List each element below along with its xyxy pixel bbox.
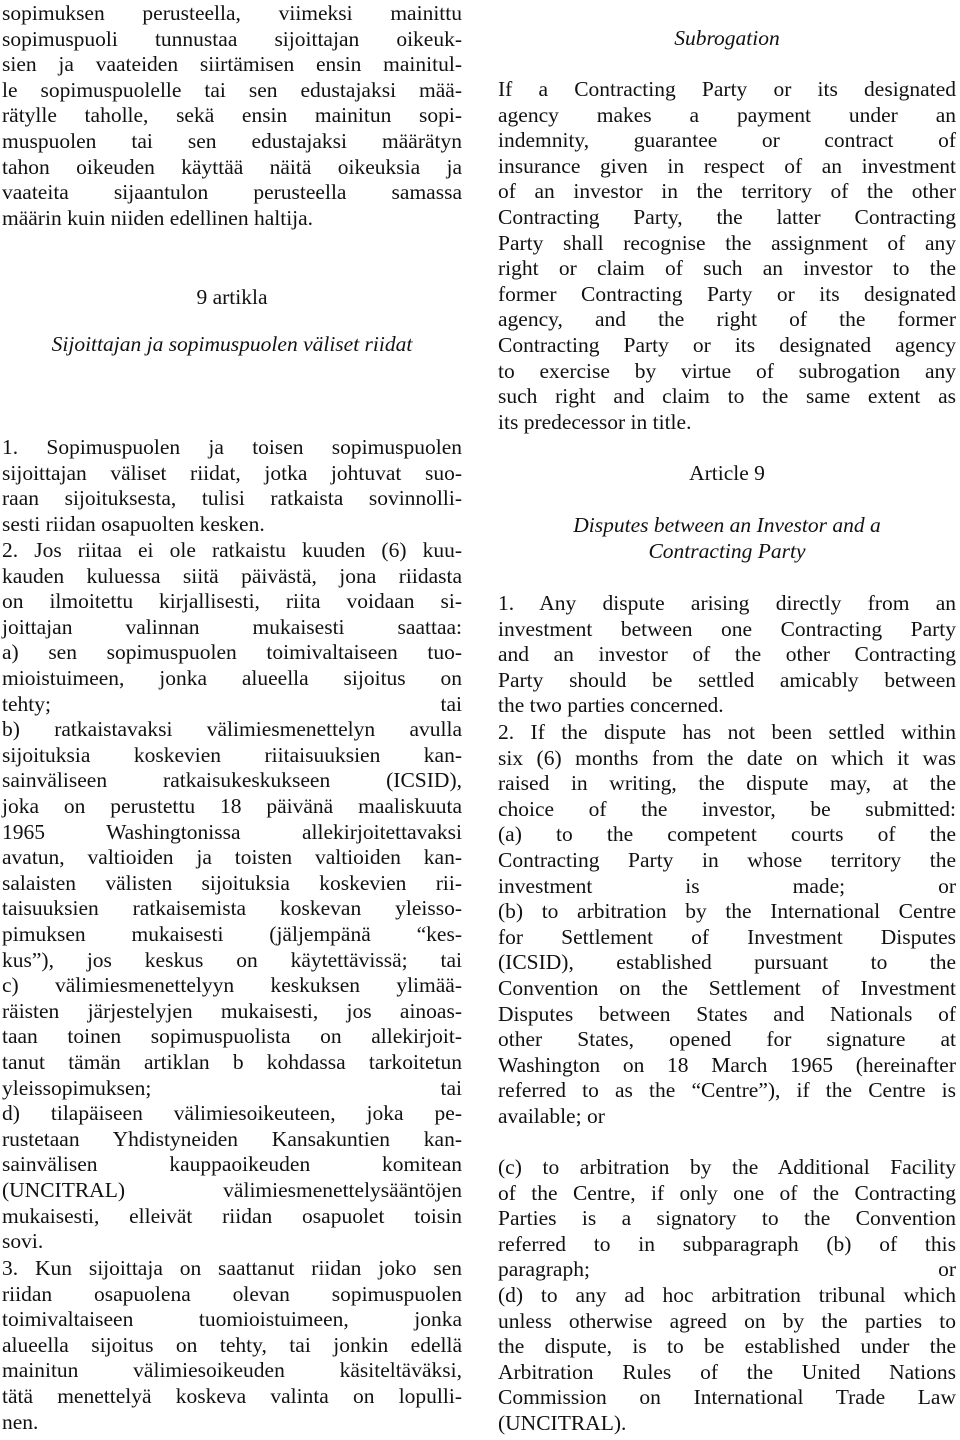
paragraph-line: unless otherwise agreed on by the parties to [498,1308,956,1333]
paragraph-line: Contracting Party, the latter Contracting [498,205,956,229]
paragraph-line: and an investor of the other Contracting [498,642,956,667]
paragraph-line: Party shall recognise the assignment of any [498,230,956,255]
paragraph-line: räisten järjestelyjen mukaisesti, jos ainoas- [2,998,462,1023]
article-number: 9 artikla [196,285,268,309]
intro-line: rätylle taholle, sekä ensin mainitun sopi- [2,103,462,128]
paragraph-line: sesti riidan osapuolten kesken. [2,511,265,536]
paragraph-line: c) välimiesmenettelyyn keskuksen ylimää- [2,973,462,998]
paragraph-line: joka on perustettu 18 päivänä maaliskuuta [2,794,462,818]
paragraph-line: mukaisesti, elleivät riidan osapuolet toisin [2,1203,462,1228]
article-title: Contracting Party [648,539,806,563]
paragraph-line: the dispute, is to be established under the [498,1334,956,1359]
paragraph-line: Contracting Party or its designated agency [498,333,956,357]
paragraph-line: Party should be settled amicably between [498,667,956,692]
paragraph-line: rustetaan Yhdistyneiden Kansakuntien kan- [2,1126,462,1151]
paragraph-line: taisuuksien ratkaisemista koskevan yleisso- [2,896,462,921]
paragraph-line: investment is made; or [498,873,956,898]
paragraph-line: Convention on the Settlement of Investment [498,976,956,1000]
paragraph-line: (c) to arbitration by the Additional Facility [498,1155,956,1179]
paragraph-line: nen. [2,1409,39,1434]
paragraph-line: joittajan valinnan mukaisesti saattaa: [2,614,462,639]
paragraph-line: tätä menettelyä koskeva valinta on lopulli- [2,1384,462,1408]
paragraph-line: sainväliseen ratkaisukeskukseen (ICSID), [2,768,462,793]
paragraph-line: 2. Jos riitaa ei ole ratkaistu kuuden (6) kuu- [2,538,462,562]
paragraph-line: Disputes between States and Nationals of [498,1001,956,1026]
paragraph-line: a) sen sopimuspuolen toimivaltaiseen tuo- [2,640,462,665]
paragraph-line: right or claim of such an investor to the [498,256,956,281]
paragraph-line: for Settlement of Investment Disputes [498,924,956,949]
paragraph-line: the two parties concerned. [498,693,724,718]
paragraph-line: indemnity, guarantee or contract of [498,128,956,153]
paragraph-line: choice of the investor, be submitted: [498,796,956,821]
paragraph-line: toimivaltaiseen tuomioistuimeen, jonka [2,1307,462,1332]
paragraph-line: sijoittajan väliset riidat, jotka johtuvat suo- [2,460,462,485]
paragraph-line: (b) to arbitration by the International Centre [498,899,956,924]
paragraph-line: 1. Sopimuspuolen ja toisen sopimuspuolen [2,435,462,459]
intro-line: sopimuksen perusteella, viimeksi mainittu [2,1,462,25]
paragraph-line: avatun, valtioiden ja toisten valtioiden kan- [2,845,462,870]
paragraph-line: 1965 Washingtonissa allekirjoitettavaksi [2,819,462,844]
paragraph-line: kauden kuluessa siitä päivästä, jona riidasta [2,563,462,588]
paragraph-line: b) ratkaistavaksi välimiesmenettelyn avulla [2,717,462,742]
paragraph-line: (UNCITRAL). [498,1411,627,1435]
intro-line: muspuolen tai sen edustajaksi määrätyn [2,129,462,153]
paragraph-line: Commission on International Trade Law [498,1385,956,1410]
paragraph-line: salaisten välisten sijoituksia koskevien rii- [2,870,462,895]
paragraph-line: paragraph; or [498,1257,956,1282]
paragraph-line: tanut tämän artiklan b kohdassa tarkoitetun [2,1050,462,1074]
paragraph-line: yleissopimuksen; tai [2,1075,462,1100]
paragraph-line: former Contracting Party or its designated [498,281,956,306]
intro-line: määrin kuin niiden edellinen haltija. [2,205,314,230]
paragraph-line: raised in writing, the dispute may, at the [498,771,956,796]
paragraph-line: (d) to any ad hoc arbitration tribunal which [498,1283,956,1307]
paragraph-line: of the Centre, if only one of the Contracting [498,1180,956,1205]
article-title: Sijoittajan ja sopimuspuolen väliset riidat [51,332,413,356]
paragraph-line: (a) to the competent courts of the [498,822,956,847]
paragraph-line: d) tilapäiseen välimiesoikeuteen, joka pe- [2,1101,462,1126]
paragraph-line: referred to in subparagraph (b) of this [498,1231,956,1256]
paragraph-line: mainitun välimiesoikeuden käsiteltäväksi, [2,1358,462,1383]
paragraph-line: 3. Kun sijoittaja on saattanut riidan joko sen [2,1256,462,1280]
paragraph-line: sovi. [2,1229,44,1254]
paragraph-line: agency, and the right of the former [498,307,956,332]
intro-line: sien ja vaateiden siirtämisen ensin mainitul- [2,52,462,77]
paragraph-line: (UNCITRAL) välimiesmenettelysääntöjen [2,1178,462,1202]
paragraph-line: tehty; tai [2,691,462,716]
paragraph-line: sijoituksia koskevien riitaisuuksien kan- [2,742,462,767]
article-number: Article 9 [689,461,765,485]
paragraph-line: investment between one Contracting Party [498,616,956,641]
subrogation-heading: Subrogation [674,26,780,50]
intro-line: tahon oikeuden käyttää näitä oikeuksia ja [2,154,462,179]
paragraph-line: (ICSID), established pursuant to the [498,950,956,975]
paragraph-line: referred to as the “Centre”), if the Centre is [498,1078,956,1103]
paragraph-line: taan toinen sopimuspuolista on allekirjoit- [2,1024,462,1049]
paragraph-line: such right and claim to the same extent as [498,384,956,409]
paragraph-line: agency makes a payment under an [498,102,956,127]
intro-line: sopimuspuoli tunnustaa sijoittajan oikeuk- [2,26,462,51]
paragraph-line: available; or [498,1104,605,1128]
intro-line: vaateita sijaantulon perusteella samassa [2,180,462,205]
paragraph-line: raan sijoituksesta, tulisi ratkaista sovinnolli- [2,486,462,511]
paragraph-line: riidan osapuolena olevan sopimuspuolen [2,1281,462,1306]
paragraph-line: sainvälisen kauppaoikeuden komitean [2,1152,462,1177]
article-title: Disputes between an Investor and a [573,513,881,537]
paragraph-line: six (6) months from the date on which it was [498,745,956,770]
paragraph-line: insurance given in respect of an investment [498,153,956,178]
paragraph-line: of an investor in the territory of the other [498,179,956,204]
paragraph-line: If a Contracting Party or its designated [498,77,956,101]
paragraph-line: on ilmoitettu kirjallisesti, riita voidaan si- [2,589,462,614]
intro-line: le sopimuspuolelle tai sen edustajaksi mää- [2,77,462,102]
paragraph-line: to exercise by virtue of subrogation any [498,358,956,383]
paragraph-line: its predecessor in title. [498,409,692,434]
paragraph-line: other States, opened for signature at [498,1027,956,1052]
paragraph-line: Parties is a signatory to the Convention [498,1206,956,1231]
paragraph-line: alueella sijoitus on tehty, tai jonkin edellä [2,1332,462,1357]
paragraph-line: kus”), jos keskus on käytettävissä; tai [2,947,462,972]
paragraph-line: 1. Any dispute arising directly from an [498,591,956,615]
paragraph-line: Washington on 18 March 1965 (hereinafter [498,1052,956,1077]
paragraph-line: mioistuimeen, jonka alueella sijoitus on [2,666,462,690]
paragraph-line: Contracting Party in whose territory the [498,848,956,872]
paragraph-line: 2. If the dispute has not been settled within [498,720,956,744]
paragraph-line: pimuksen mukaisesti (jäljempänä “kes- [2,922,462,946]
paragraph-line: Arbitration Rules of the United Nations [498,1359,956,1384]
